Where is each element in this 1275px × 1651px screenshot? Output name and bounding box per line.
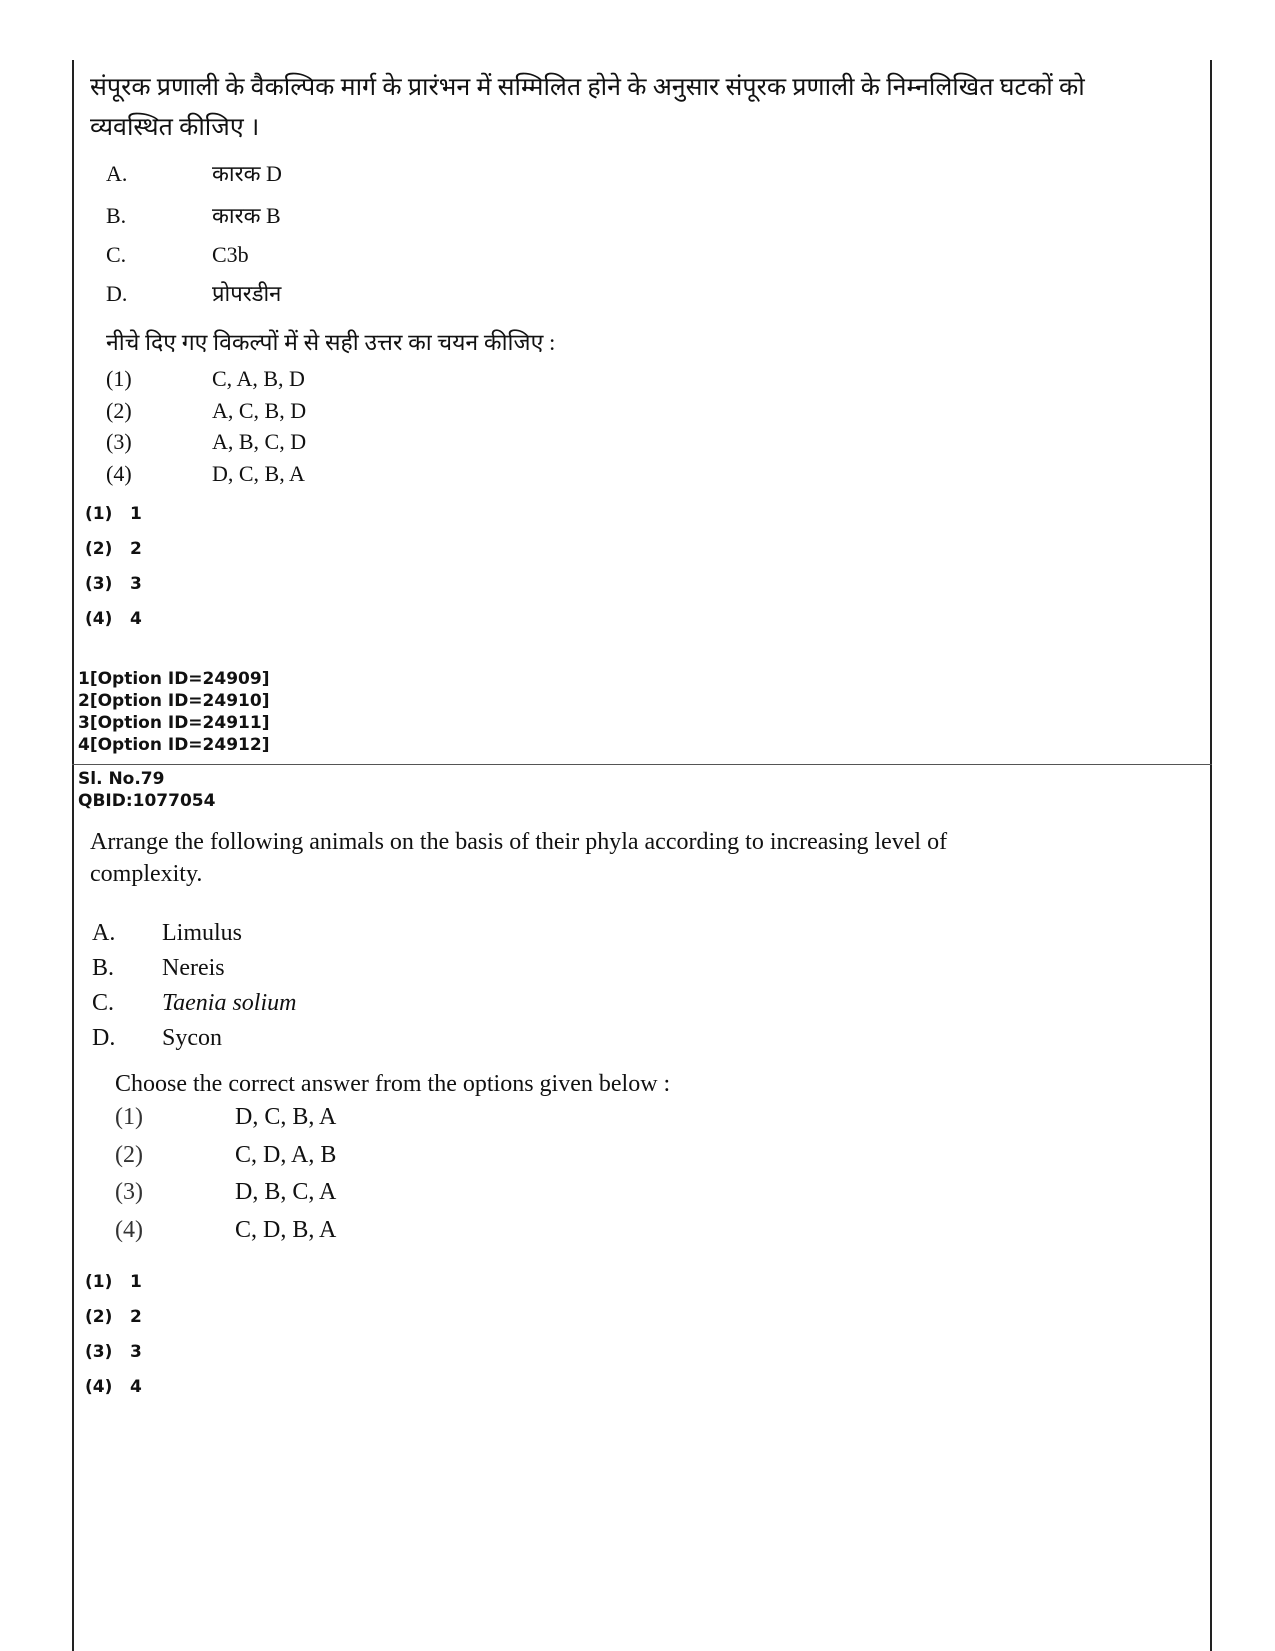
statement-text: C3b [212, 242, 249, 267]
statement-label: C. [106, 242, 127, 267]
q78-option-list [106, 366, 306, 492]
q79-answer-1[interactable] [85, 1264, 142, 1299]
statement-text: Limulus [162, 920, 243, 946]
statement-label: B. [106, 203, 127, 228]
q79-statement-list [92, 920, 296, 1060]
statement-text: Taenia solium [162, 990, 297, 1016]
answer-value: 3 [130, 573, 142, 594]
q79-statement-d [92, 1025, 296, 1060]
option-text: C, D, A, B [235, 1141, 337, 1168]
answer-value: 1 [130, 1271, 142, 1292]
answer-label: (2) [85, 538, 113, 559]
q79-option-1 [115, 1104, 336, 1142]
q79-answer-choices [85, 1264, 142, 1404]
option-label: (4) [106, 460, 132, 486]
option-text: C, D, B, A [235, 1216, 337, 1243]
answer-value: 3 [130, 1341, 142, 1362]
answer-label: (1) [85, 503, 113, 524]
answer-label: (2) [85, 1306, 113, 1327]
q79-option-3 [115, 1179, 336, 1217]
q79-option-list [115, 1104, 336, 1254]
q79-answer-2[interactable] [85, 1299, 142, 1334]
option-id: 2[Option ID=24910] [78, 691, 270, 711]
option-text: C, A, B, D [212, 366, 305, 391]
q78-option-3 [106, 429, 306, 461]
q78-option-id-list [78, 668, 269, 756]
q79-answer-3[interactable] [85, 1334, 142, 1369]
statement-label: B. [92, 955, 115, 981]
q78-stem: संपूरक प्रणाली के वैकल्पिक मार्ग के प्रारंभन में सम्मिलित होने के अनुसार संपूरक प्रणाली के निम्नलिखित घटकों को व्यवस्थित कीजिए । [90, 74, 1085, 141]
q79-statement-c [92, 990, 296, 1025]
q78-answer-1[interactable] [85, 496, 142, 531]
q78-option-4 [106, 461, 306, 493]
q79-answer-4[interactable] [85, 1369, 142, 1404]
option-label: (3) [115, 1179, 143, 1205]
answer-label: (3) [85, 573, 113, 594]
statement-label: D. [106, 281, 128, 306]
q78-statement-a [106, 158, 282, 200]
statement-text: Sycon [162, 1025, 222, 1051]
option-label: (2) [106, 397, 132, 423]
option-label: (3) [106, 429, 132, 454]
answer-label: (1) [85, 1271, 113, 1292]
answer-label: (4) [85, 1376, 113, 1397]
q79-option-2 [115, 1142, 336, 1180]
option-label: (1) [115, 1104, 143, 1130]
q79-stem: Arrange the following animals on the basis of their phyla according to increasing level of complexity. [90, 829, 948, 887]
q79-choose-instruction: Choose the correct answer from the options given below : [115, 1071, 671, 1097]
option-text: D, C, B, A [235, 1104, 337, 1130]
q79-statement-b [92, 955, 296, 990]
statement-text: प्रोपरडीन [212, 281, 282, 306]
q79-statement-a [92, 920, 296, 955]
option-text: A, B, C, D [212, 429, 307, 454]
statement-text: कारक D [212, 161, 282, 186]
option-id: 1[Option ID=24909] [78, 669, 270, 689]
statement-label: A. [92, 920, 116, 946]
statement-text: Nereis [162, 955, 225, 981]
answer-label: (4) [85, 608, 113, 629]
option-label: (4) [115, 1216, 143, 1243]
question-bank-id: QBID:1077054 [78, 791, 216, 811]
q79-header [78, 768, 215, 812]
q78-option-1 [106, 366, 306, 398]
q78-answer-choices [85, 496, 142, 636]
answer-value: 2 [130, 1306, 142, 1327]
q78-statement-d [106, 278, 282, 318]
q78-answer-2[interactable] [85, 531, 142, 566]
q78-option-2 [106, 398, 306, 430]
statement-label: C. [92, 990, 115, 1016]
option-id: 3[Option ID=24911] [78, 713, 270, 733]
q78-answer-3[interactable] [85, 566, 142, 601]
answer-value: 2 [130, 538, 142, 559]
q78-choose-instruction: नीचे दिए गए विकल्पों में से सही उत्तर का चयन कीजिए : [106, 330, 556, 355]
answer-value: 4 [130, 608, 142, 629]
q78-answer-4[interactable] [85, 601, 142, 636]
statement-label: D. [92, 1025, 116, 1051]
option-text: D, C, B, A [212, 460, 305, 486]
serial-number: Sl. No.79 [78, 769, 165, 789]
q78-statement-list [106, 158, 282, 318]
option-text: D, B, C, A [235, 1179, 337, 1205]
statement-text: कारक B [212, 203, 281, 228]
option-id: 4[Option ID=24912] [78, 735, 270, 755]
answer-value: 4 [130, 1376, 142, 1397]
answer-label: (3) [85, 1341, 113, 1362]
q79-option-4 [115, 1217, 336, 1255]
answer-value: 1 [130, 503, 142, 524]
option-text: A, C, B, D [212, 397, 307, 423]
q78-statement-b [106, 200, 282, 242]
option-label: (1) [106, 366, 132, 391]
q78-statement-c [106, 242, 282, 278]
statement-label: A. [106, 161, 128, 186]
option-label: (2) [115, 1141, 143, 1168]
question-divider [72, 764, 1212, 765]
